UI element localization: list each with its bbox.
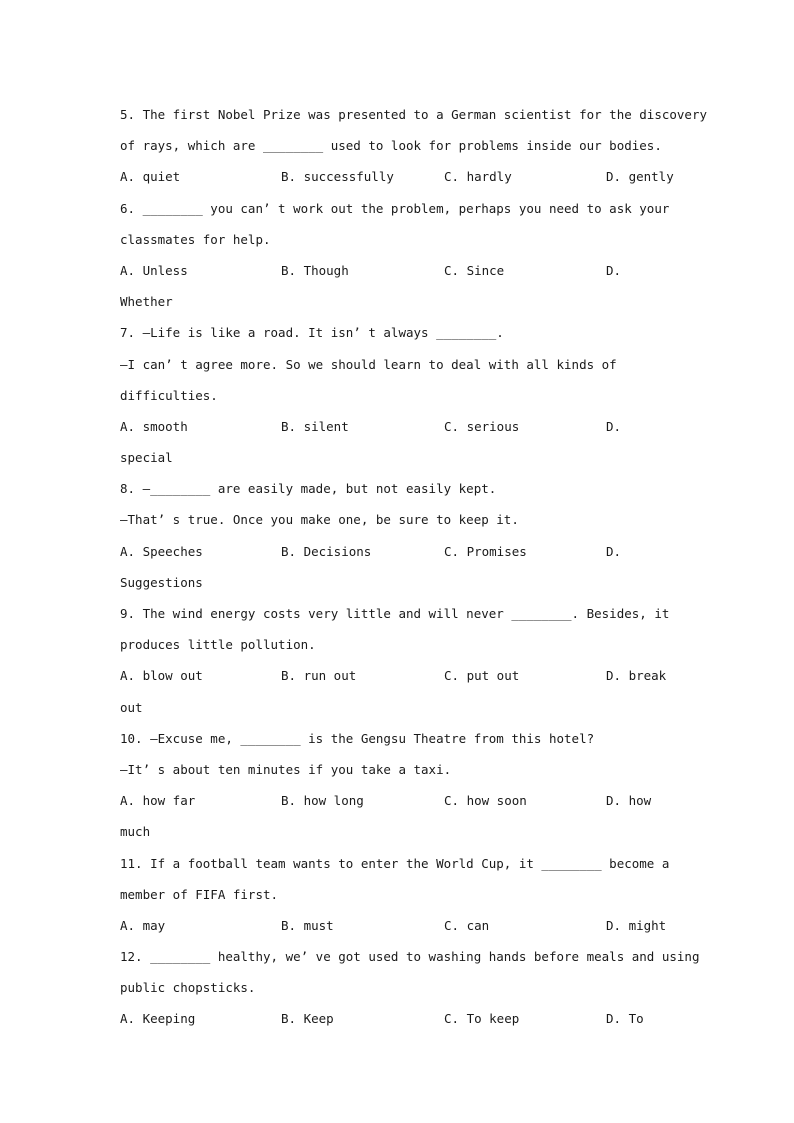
option-b: B. Keep [281,1011,334,1027]
worksheet [120,104,707,1040]
options-row [120,260,680,291]
option-c: C. how soon [444,793,527,809]
question-text: 11. If a football team wants to enter the World Cup, it ________ become a [120,855,670,871]
question-text: 8. —________ are easily made, but not easily kept. [120,481,497,497]
option-c: C. can [444,917,490,933]
question-12 [120,946,700,1040]
option-b: B. how long [281,793,364,809]
option-d-continuation: special [120,450,173,466]
question-5 [120,104,707,198]
option-a: A. Keeping [120,1011,196,1027]
option-d-continuation: out [120,699,143,715]
options-row [120,790,680,821]
question-9 [120,603,680,728]
option-b: B. Decisions [281,543,372,559]
option-d: D. [606,543,622,559]
option-c: C. To keep [444,1011,520,1027]
option-d-continuation: Whether [120,294,173,310]
question-text: 12. ________ healthy, we’ ve got used to washing hands before meals and using [120,949,700,965]
question-text: member of FIFA first. [120,886,279,902]
option-b: B. Though [281,262,349,278]
question-text: difficulties. [120,387,218,403]
option-b: B. silent [281,418,349,434]
option-d: D. gently [606,169,674,185]
option-d-continuation: Suggestions [120,574,203,590]
option-c: C. Promises [444,543,527,559]
option-a: A. Speeches [120,543,203,559]
option-a: A. smooth [120,418,188,434]
question-text: produces little pollution. [120,637,316,653]
question-text: of rays, which are ________ used to look for problems inside our bodies. [120,138,662,154]
option-c: C. serious [444,418,520,434]
question-11 [120,853,680,947]
option-c: C. Since [444,262,505,278]
option-b: B. run out [281,668,357,684]
option-d: D. break [606,668,667,684]
options-row [120,541,680,572]
option-a: A. blow out [120,668,203,684]
options-row [120,1008,680,1039]
options-row [120,416,680,447]
question-text: 10. —Excuse me, ________ is the Gengsu Theatre from this hotel? [120,730,595,746]
option-d: D. how [606,793,652,809]
option-d: D. might [606,917,667,933]
option-a: A. Unless [120,262,188,278]
option-d: D. [606,262,622,278]
question-8 [120,478,680,603]
question-text: 7. —Life is like a road. It isn’ t always ________. [120,325,504,341]
question-text: —It’ s about ten minutes if you take a taxi. [120,761,452,777]
options-row [120,665,680,696]
question-text: 6. ________ you can’ t work out the problem, perhaps you need to ask your [120,200,670,216]
option-a: A. quiet [120,169,181,185]
option-a: A. may [120,917,166,933]
question-10 [120,728,680,853]
question-text: 9. The wind energy costs very little and will never ________. Besides, it [120,606,670,621]
question-text: —That’ s true. Once you make one, be sure to keep it. [120,512,519,528]
question-text: —I can’ t agree more. So we should learn to deal with all kinds of [120,356,617,372]
options-row [120,915,680,946]
option-a: A. how far [120,793,196,809]
options-row [120,166,680,197]
option-c: C. hardly [444,169,512,185]
option-c: C. put out [444,668,520,684]
option-d-continuation: much [120,824,151,840]
option-d: D. To [606,1011,644,1027]
option-b: B. must [281,917,334,933]
option-d: D. [606,418,622,434]
question-text: classmates for help. [120,231,271,247]
question-6 [120,198,680,323]
question-text: public chopsticks. [120,980,256,996]
question-text: 5. The first Nobel Prize was presented to a German scientist for the discovery [120,107,707,122]
option-b: B. successfully [281,169,394,185]
question-7 [120,322,680,478]
